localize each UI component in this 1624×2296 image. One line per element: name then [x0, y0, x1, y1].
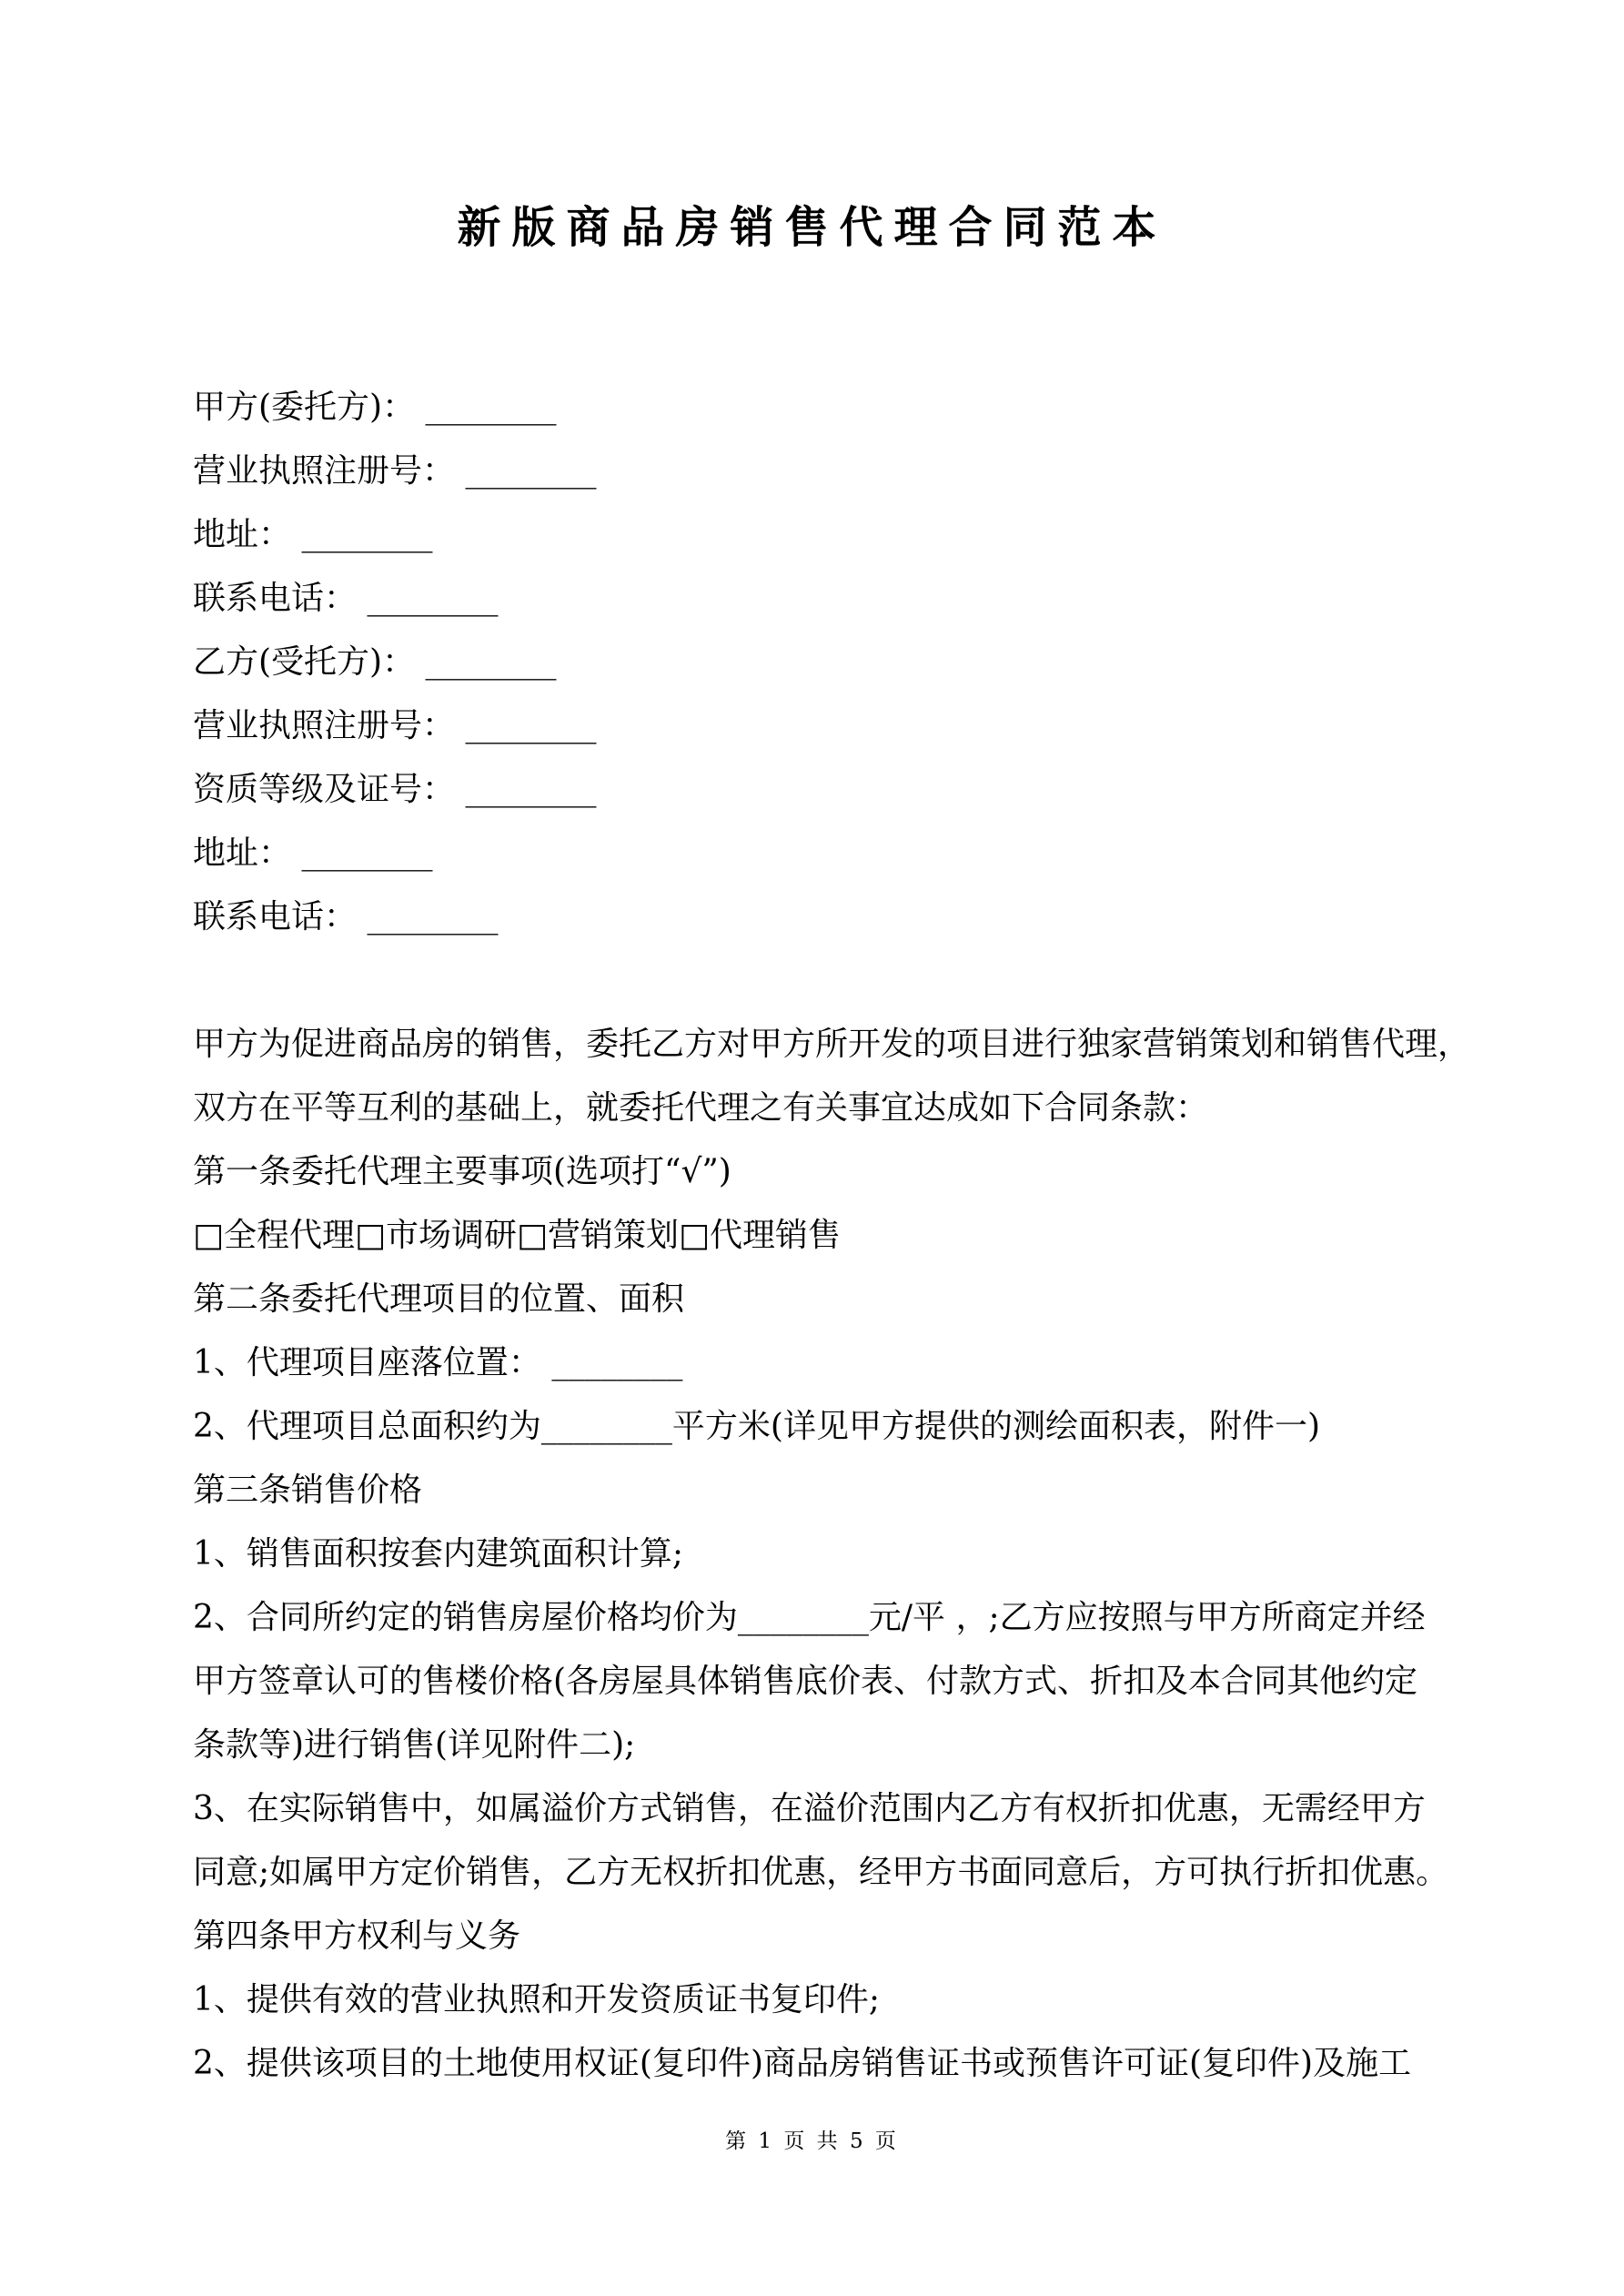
party-field-line: 甲方(委托方)： ________: [193, 389, 557, 426]
contract-text-line: 1、销售面积按套内建筑面积计算;: [193, 1535, 684, 1573]
party-field-line: 资质等级及证号： ________: [193, 771, 597, 808]
contract-text-line: 2、代理项目总面积约为________平方米(详见甲方提供的测绘面积表，附件一): [193, 1408, 1320, 1445]
document-content: [0, 376, 1624, 2096]
party-field-line: 联系电话： ________: [193, 898, 499, 936]
party-info-section: [193, 376, 1488, 949]
page-footer: 第 1 页 共 5 页: [725, 2129, 899, 2153]
contract-text-line: 第一条委托代理主要事项(选项打“√”): [193, 1153, 731, 1190]
party-field-line: 营业执照注册号： ________: [193, 707, 597, 744]
contract-text-line: 第四条甲方权利与义务: [193, 1917, 521, 1955]
contract-text-line: 第三条销售价格: [193, 1472, 423, 1509]
party-field-line: 地址： ________: [193, 516, 433, 553]
contract-text-line: 第二条委托代理项目的位置、面积: [193, 1280, 685, 1318]
document-title: 新版商品房销售代理合同范本: [457, 202, 1167, 253]
contract-text-line: 同意;如属甲方定价销售，乙方无权折扣优惠，经甲方书面同意后，方可执行折扣优惠。: [193, 1854, 1449, 1891]
contract-text-line: 1、代理项目座落位置： ________: [193, 1344, 683, 1381]
contract-text-line: 甲方为促进商品房的销售，委托乙方对甲方所开发的项目进行独家营销策划和销售代理，: [193, 1026, 1471, 1063]
contract-clauses-section: [193, 1013, 1488, 2096]
contract-text-line: 3、在实际销售中，如属溢价方式销售，在溢价范围内乙方有权折扣优惠，无需经甲方: [193, 1790, 1426, 1827]
contract-text-line: 2、提供该项目的土地使用权证(复印件)商品房销售证书或预售许可证(复印件)及施工: [193, 2045, 1412, 2082]
party-field-line: 联系电话： ________: [193, 580, 499, 617]
contract-text-line: 双方在平等互利的基础上，就委托代理之有关事宜达成如下合同条款：: [193, 1089, 1209, 1127]
contract-text-line: □全程代理□市场调研□营销策划□代理销售: [193, 1217, 842, 1254]
contract-text-line: 1、提供有效的营业执照和开发资质证书复印件;: [193, 1981, 881, 2018]
party-field-line: 地址： ________: [193, 834, 433, 872]
party-field-line: 乙方(受托方)： ________: [193, 643, 557, 681]
contract-text-line: 2、合同所约定的销售房屋价格均价为________元/平 ，;乙方应按照与甲方所商定并经: [193, 1599, 1426, 1636]
contract-text-line: 条款等)进行销售(详见附件二);: [193, 1726, 636, 1764]
contract-text-line: 甲方签章认可的售楼价格(各房屋具体销售底价表、付款方式、折扣及本合同其他约定: [193, 1663, 1418, 1700]
party-field-line: 营业执照注册号： ________: [193, 452, 597, 490]
